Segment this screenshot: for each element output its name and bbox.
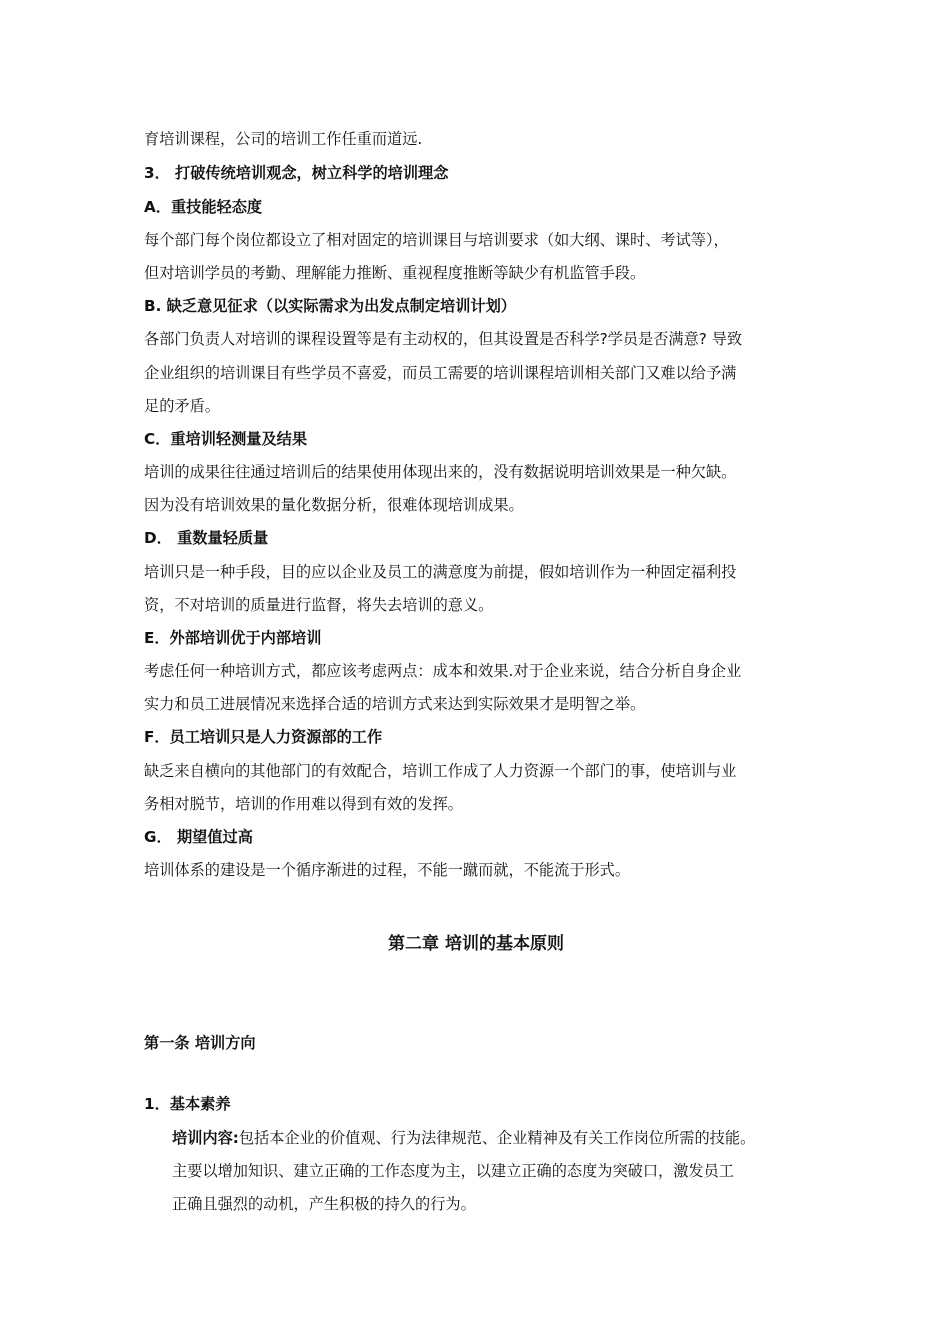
item-content-line: 正确且强烈的动机，产生积极的持久的行为。 bbox=[172, 1195, 476, 1213]
paragraph-line: 足的矛盾。 bbox=[144, 397, 220, 415]
subsection-heading: A．重技能轻态度 bbox=[144, 198, 263, 216]
subsection-heading: G． 期望值过高 bbox=[144, 828, 253, 846]
subsection-heading: B. 缺乏意见征求（以实际需求为出发点制定培训计划） bbox=[144, 297, 516, 315]
paragraph-line: 实力和员工进展情况来选择合适的培训方式来达到实际效果才是明智之举。 bbox=[144, 695, 646, 713]
subsection-heading: E．外部培训优于内部培训 bbox=[144, 629, 322, 647]
paragraph-line: 培训只是一种手段，目的应以企业及员工的满意度为前提，假如培训作为一种固定福利投 bbox=[144, 563, 737, 581]
item-content-line bbox=[172, 1127, 755, 1149]
subsection-heading: F．员工培训只是人力资源部的工作 bbox=[144, 728, 383, 746]
article-title: 第一条 培训方向 bbox=[144, 1034, 256, 1052]
paragraph-line: 培训体系的建设是一个循序渐进的过程，不能一蹴而就，不能流于形式。 bbox=[144, 861, 630, 879]
subsection-heading: D． 重数量轻质量 bbox=[144, 529, 269, 547]
paragraph-line: 务相对脱节，培训的作用难以得到有效的发挥。 bbox=[144, 795, 463, 813]
paragraph-line: 企业组织的培训课目有些学员不喜爱，而员工需要的培训课程培训相关部门又难以给予满 bbox=[144, 364, 737, 382]
paragraph-line: 缺乏来自横向的其他部门的有效配合，培训工作成了人力资源一个部门的事，使培训与业 bbox=[144, 762, 737, 780]
paragraph-line: 资，不对培训的质量进行监督，将失去培训的意义。 bbox=[144, 596, 494, 614]
paragraph-line: 培训的成果往往通过培训后的结果使用体现出来的，没有数据说明培训效果是一种欠缺。 bbox=[144, 463, 737, 481]
paragraph-line: 考虑任何一种培训方式，都应该考虑两点：成本和效果.对于企业来说，结合分析自身企业 bbox=[144, 662, 742, 680]
paragraph-line: 各部门负责人对培训的课程设置等是有主动权的，但其设置是否科学?学员是否满意? 导致 bbox=[144, 330, 743, 348]
item-content-line: 主要以增加知识、建立正确的工作态度为主，以建立正确的态度为突破口，激发员工 bbox=[172, 1162, 734, 1180]
section-heading: 3． 打破传统培训观念，树立科学的培训理念 bbox=[144, 164, 449, 182]
content-label: 培训内容: bbox=[172, 1129, 239, 1147]
chapter-title: 第二章 培训的基本原则 bbox=[388, 934, 564, 954]
paragraph-line: 因为没有培训效果的量化数据分析，很难体现培训成果。 bbox=[144, 496, 524, 514]
paragraph-line: 但对培训学员的考勤、理解能力推断、重视程度推断等缺少有机监管手段。 bbox=[144, 264, 646, 282]
subsection-heading: C．重培训轻测量及结果 bbox=[144, 430, 308, 448]
content-text: 包括本企业的价值观、行为法律规范、企业精神及有关工作岗位所需的技能。 bbox=[238, 1129, 756, 1147]
paragraph-line: 每个部门每个岗位都设立了相对固定的培训课目与培训要求（如大纲、课时、考试等）， bbox=[144, 231, 729, 249]
item-title: 1．基本素养 bbox=[144, 1095, 231, 1113]
paragraph-line: 育培训课程，公司的培训工作任重而道远. bbox=[144, 130, 423, 148]
